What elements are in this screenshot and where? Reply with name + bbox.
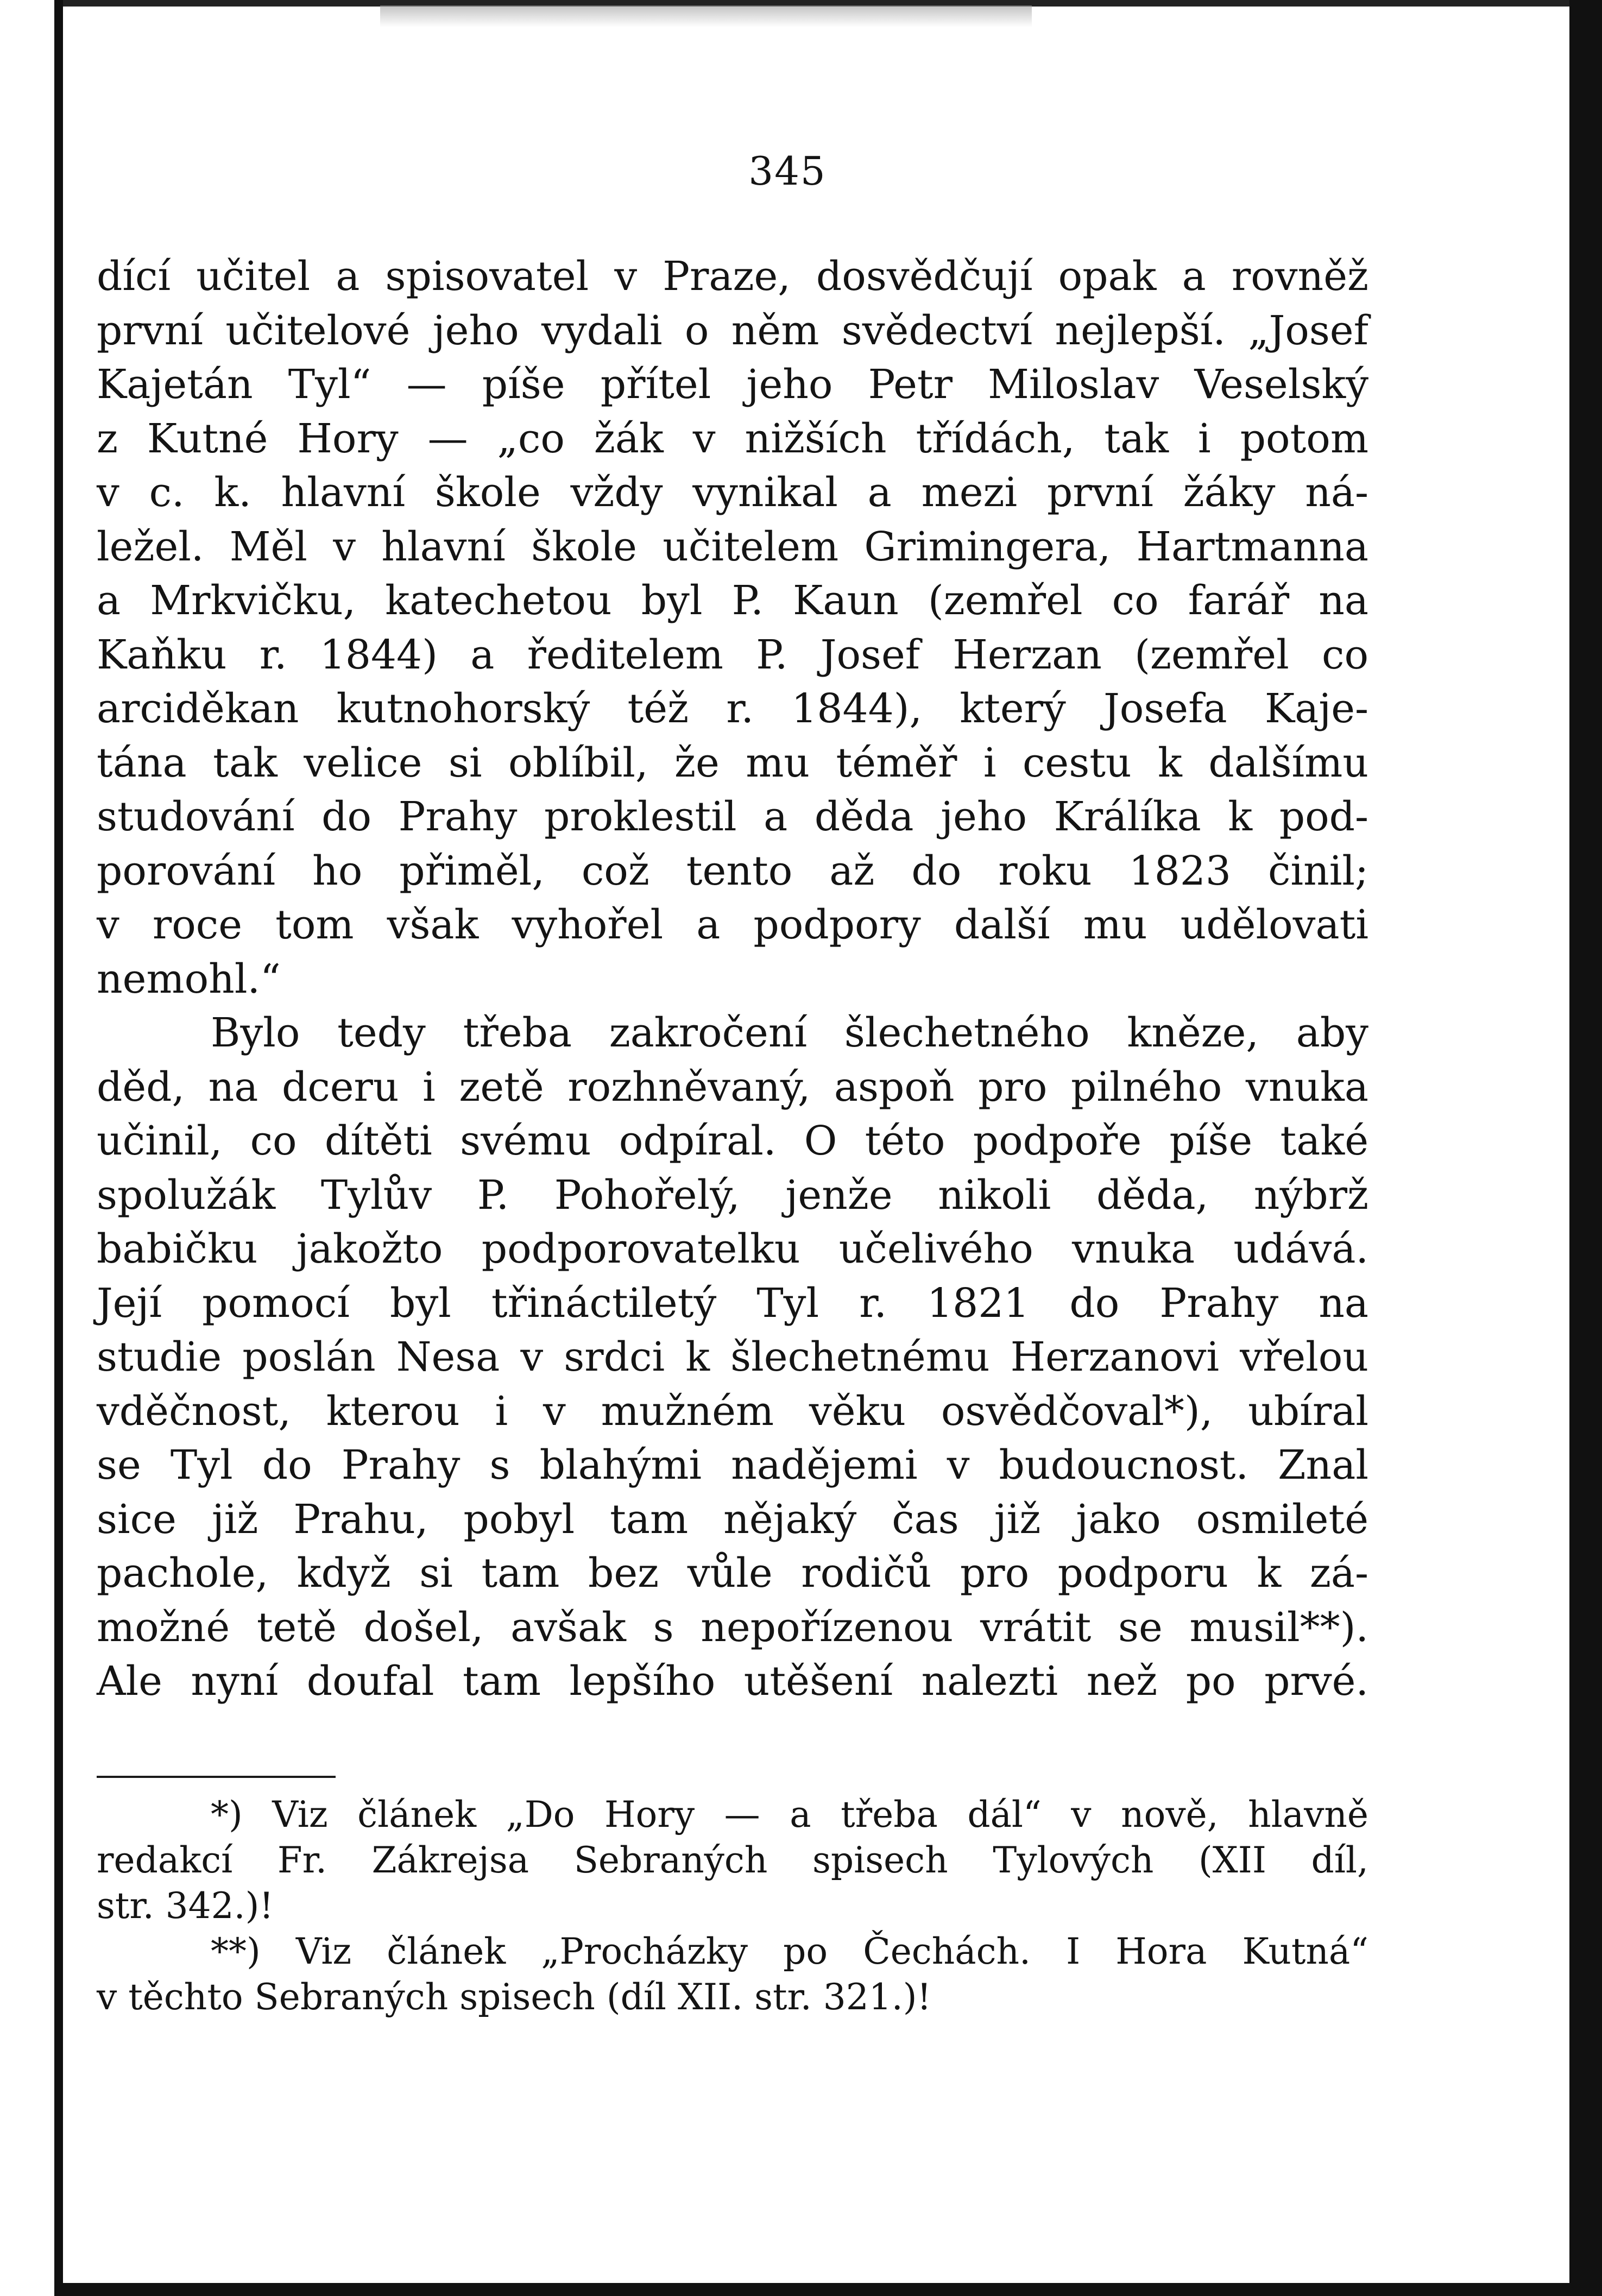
text-line: sice již Prahu, pobyl tam nějaký čas již jako osmileté xyxy=(97,1496,1368,1543)
text-line: Její pomocí byl třináctiletý Tyl r. 1821 do Prahy na xyxy=(97,1279,1368,1327)
footnote-rule xyxy=(97,1776,336,1778)
text-line: děd, na dceru i zetě rozhněvaný, aspoň pro pilného vnuka xyxy=(97,1063,1368,1111)
text-line: se Tyl do Prahy s blahými nadějemi v budoucnost. Znal xyxy=(97,1442,1368,1488)
footnote-line: *) Viz článek „Do Hory — a třeba dál“ v nově, hlavně xyxy=(211,1794,1368,1835)
text-line: v roce tom však vyhořel a podpory další mu udělovati xyxy=(97,901,1368,948)
scan-right-edge xyxy=(1569,0,1602,2296)
text-line: studování do Prahy proklestil a děda jeho Králíka k pod- xyxy=(97,793,1368,840)
text-line: pachole, když si tam bez vůle rodičů pro podporu k zá- xyxy=(97,1550,1368,1597)
scan-left-edge xyxy=(54,0,63,2296)
text-line: první učitelové jeho vydali o něm svědectví nejlepší. „Josef xyxy=(97,307,1368,354)
text-line: spolužák Tylův P. Pohořelý, jenže nikoli děda, nýbrž xyxy=(97,1171,1368,1219)
text-line: studie poslán Nesa v srdci k šlechetnému Herzanovi vřelou xyxy=(97,1334,1368,1380)
footnote-line: **) Viz článek „Procházky po Čechách. I Hora Kutná“ xyxy=(211,1931,1368,1972)
footnote-line: redakcí Fr. Zákrejsa Sebraných spisech Tylových (XII díl, xyxy=(97,1839,1368,1881)
text-line: Ale nyní doufal tam lepšího utěšení nalezti než po prvé. xyxy=(97,1658,1368,1705)
text-line: dící učitel a spisovatel v Praze, dosvědčují opak a rovněž xyxy=(97,253,1368,300)
footnote-line: str. 342.)! xyxy=(97,1885,274,1927)
text-line: nemohl.“ xyxy=(97,955,281,1002)
text-line: babičku jakožto podporovatelku učelivého vnuka udává. xyxy=(97,1226,1368,1272)
text-line: arciděkan kutnohorský též r. 1844), který Josefa Kaje- xyxy=(97,685,1368,732)
text-line: v c. k. hlavní škole vždy vynikal a mezi první žáky ná- xyxy=(97,469,1368,516)
text-line: z Kutné Hory — „co žák v nižších třídách, tak i potom xyxy=(97,415,1368,462)
text-line: možné tetě došel, avšak s nepořízenou vrátit se musil**). xyxy=(97,1604,1368,1651)
footnotes xyxy=(97,1792,1368,2020)
text-line: Kaňku r. 1844) a ředitelem P. Josef Herzan (zemřel co xyxy=(97,631,1368,678)
text-line: Kajetán Tyl“ — píše přítel jeho Petr Miloslav Veselský xyxy=(97,361,1368,408)
body-text xyxy=(97,250,1368,1709)
text-line: ležel. Měl v hlavní škole učitelem Grimingera, Hartmanna xyxy=(97,523,1368,570)
scan-smudge xyxy=(380,5,1032,27)
scan-bottom-edge xyxy=(54,2283,1602,2296)
text-line: vděčnost, kterou i v mužném věku osvědčoval*), ubíral xyxy=(97,1387,1368,1435)
text-line: porování ho přiměl, což tento až do roku 1823 činil; xyxy=(97,847,1368,894)
footnote-line: v těchto Sebraných spisech (díl XII. str. 321.)! xyxy=(97,1976,931,2018)
text-line: a Mrkvičku, katechetou byl P. Kaun (zemřel co farář na xyxy=(97,577,1368,624)
text-line: učinil, co dítěti svému odpíral. O této podpoře píše také xyxy=(97,1118,1368,1164)
page-number: 345 xyxy=(748,148,827,194)
text-line: tána tak velice si oblíbil, že mu téměř i cestu k dalšímu xyxy=(97,739,1368,786)
paragraph-start-line: Bylo tedy třeba zakročení šlechetného kněze, aby xyxy=(211,1010,1368,1056)
